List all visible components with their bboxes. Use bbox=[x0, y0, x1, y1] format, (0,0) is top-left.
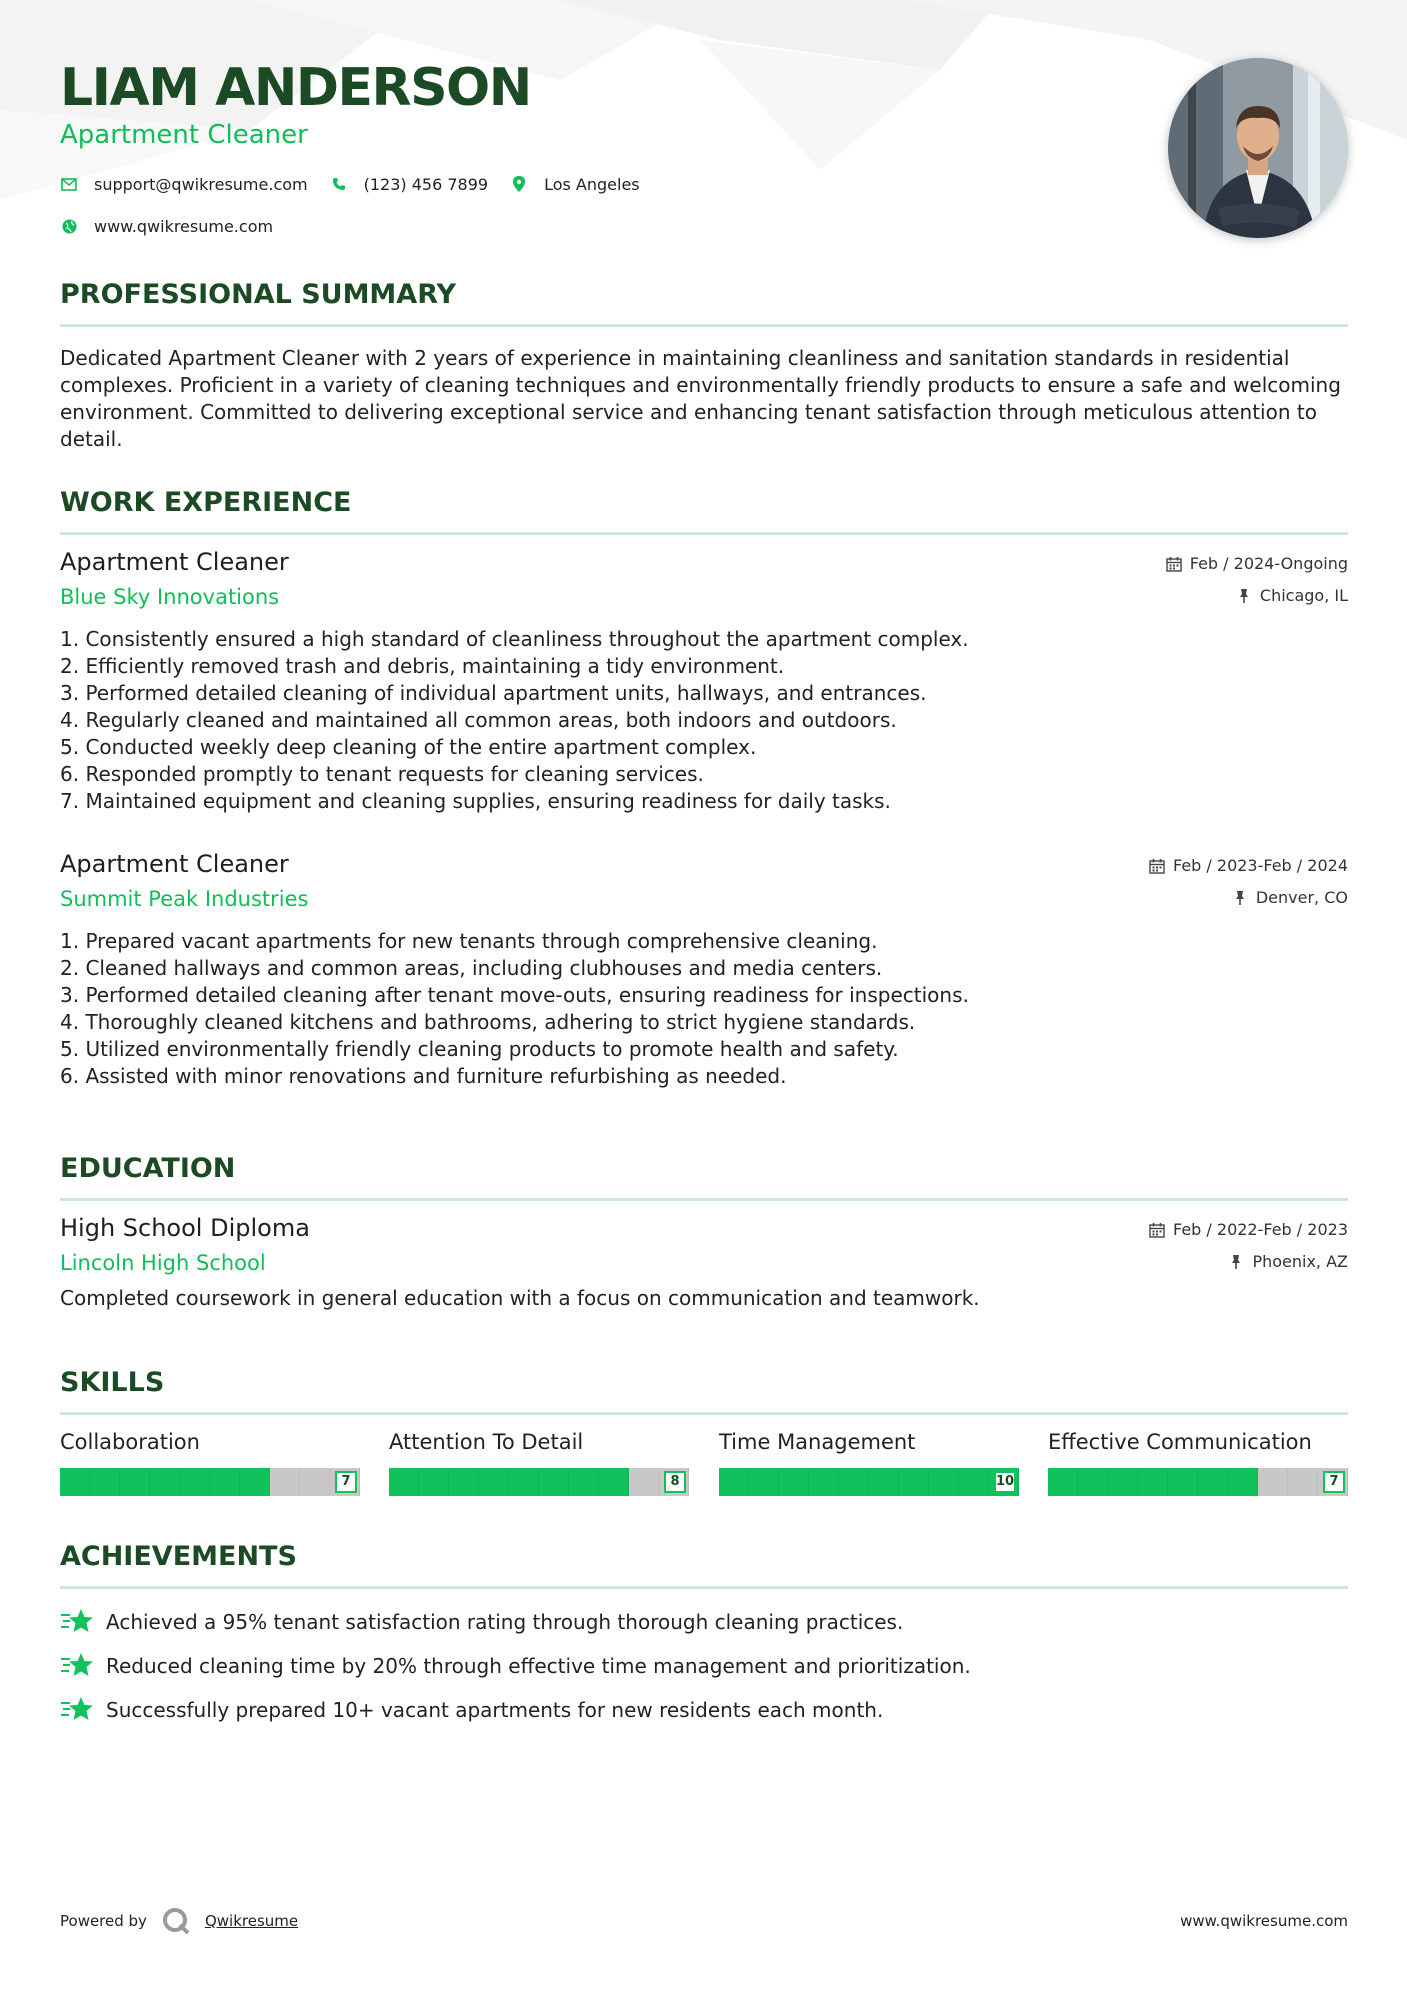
qwikresume-logo-icon bbox=[161, 1906, 191, 1936]
summary-text: Dedicated Apartment Cleaner with 2 years of experience in maintaining cleanliness and sanitation standards in residential complexes. Proficient in a variety of cleaning techniques and environmentally friendly products to ensure a safe and welcoming environment. Committed to delivering exceptional service and enhancing tenant satisfaction through meticulous attention to detail. bbox=[60, 346, 1341, 451]
list-item bbox=[60, 1651, 1348, 1681]
education-heading: EDUCATION bbox=[60, 1153, 236, 1184]
skill-segments bbox=[60, 1468, 360, 1496]
globe-icon bbox=[60, 217, 78, 235]
list-item: 5. Utilized environmentally friendly cleaning products to promote health and safety. bbox=[60, 1037, 899, 1061]
summary-heading: PROFESSIONAL SUMMARY bbox=[60, 279, 457, 310]
phone-icon bbox=[330, 175, 348, 193]
education-date bbox=[1149, 1220, 1348, 1239]
job-title: Apartment Cleaner bbox=[60, 548, 289, 576]
contact-location bbox=[510, 175, 640, 194]
section-divider bbox=[60, 1412, 1348, 1415]
phone-text: (123) 456 7899 bbox=[363, 174, 489, 194]
skill-rating-bar bbox=[719, 1468, 1019, 1496]
skill-segments bbox=[1048, 1468, 1348, 1496]
list-item: 3. Performed detailed cleaning after tenant move-outs, ensuring readiness for inspections. bbox=[60, 983, 969, 1007]
candidate-role: Apartment Cleaner bbox=[60, 120, 308, 150]
contact-website[interactable] bbox=[60, 217, 273, 236]
section-divider bbox=[60, 1198, 1348, 1201]
job-location bbox=[1232, 888, 1348, 907]
calendar-icon bbox=[1149, 1222, 1165, 1238]
job-location bbox=[1236, 586, 1348, 605]
skill-rating-bar bbox=[60, 1468, 360, 1496]
list-item: 7. Maintained equipment and cleaning supplies, ensuring readiness for daily tasks. bbox=[60, 789, 891, 813]
education-date-text: Feb / 2022-Feb / 2023 bbox=[1173, 1220, 1348, 1239]
star-achievement-icon bbox=[60, 1695, 94, 1725]
skill-item bbox=[60, 1430, 360, 1489]
skill-item bbox=[719, 1430, 1019, 1489]
email-text: support@qwikresume.com bbox=[94, 174, 308, 194]
skill-label: Effective Communication bbox=[1048, 1430, 1312, 1454]
pushpin-icon bbox=[1228, 1254, 1244, 1270]
contact-email[interactable] bbox=[60, 175, 308, 194]
list-item: 3. Performed detailed cleaning of individual apartment units, hallways, and entrances. bbox=[60, 681, 927, 705]
job-date bbox=[1166, 554, 1348, 573]
skill-score: 8 bbox=[664, 1471, 686, 1493]
education-description: Completed coursework in general education with a focus on communication and teamwork. bbox=[60, 1286, 980, 1310]
achievements-list bbox=[60, 1607, 1348, 1725]
school-name: Lincoln High School bbox=[60, 1251, 266, 1275]
contact-info bbox=[60, 172, 662, 256]
list-item: 6. Assisted with minor renovations and furniture refurbishing as needed. bbox=[60, 1064, 787, 1088]
job-date bbox=[1149, 856, 1348, 875]
experience-section bbox=[60, 486, 1348, 535]
envelope-icon bbox=[60, 175, 78, 193]
list-item bbox=[60, 1607, 1348, 1637]
skill-score: 7 bbox=[1323, 1471, 1345, 1493]
job-duties bbox=[60, 626, 969, 815]
job-company: Summit Peak Industries bbox=[60, 887, 309, 911]
powered-by-label: Powered by bbox=[60, 1912, 147, 1930]
brand-link[interactable]: Qwikresume bbox=[204, 1912, 299, 1930]
skills-list bbox=[60, 1430, 1348, 1500]
skill-item bbox=[389, 1430, 689, 1489]
job-date-text: Feb / 2023-Feb / 2024 bbox=[1173, 856, 1348, 875]
profile-photo bbox=[1168, 58, 1348, 238]
job-title: Apartment Cleaner bbox=[60, 850, 289, 878]
experience-heading: WORK EXPERIENCE bbox=[60, 487, 352, 518]
achievements-section bbox=[60, 1540, 1348, 1739]
skill-rating-bar bbox=[389, 1468, 689, 1496]
section-divider bbox=[60, 1586, 1348, 1589]
list-item: 2. Efficiently removed trash and debris, maintaining a tidy environment. bbox=[60, 654, 785, 678]
job-date-text: Feb / 2024-Ongoing bbox=[1189, 554, 1348, 573]
map-pin-icon bbox=[510, 175, 528, 193]
skills-heading: SKILLS bbox=[60, 1367, 165, 1398]
list-item: 4. Regularly cleaned and maintained all common areas, both indoors and outdoors. bbox=[60, 708, 897, 732]
location-text: Los Angeles bbox=[544, 174, 640, 194]
skill-label: Collaboration bbox=[60, 1430, 200, 1454]
achievement-text: Achieved a 95% tenant satisfaction rating through thorough cleaning practices. bbox=[106, 1610, 904, 1634]
skill-score: 7 bbox=[335, 1471, 357, 1493]
job-location-text: Chicago, IL bbox=[1259, 586, 1348, 605]
education-section bbox=[60, 1152, 1348, 1201]
section-divider bbox=[60, 532, 1348, 535]
job-location-text: Denver, CO bbox=[1255, 888, 1348, 907]
job-duties bbox=[60, 928, 969, 1090]
list-item: 2. Cleaned hallways and common areas, including clubhouses and media centers. bbox=[60, 956, 883, 980]
education-location bbox=[1228, 1252, 1348, 1271]
job-company: Blue Sky Innovations bbox=[60, 585, 280, 609]
star-achievement-icon bbox=[60, 1651, 94, 1681]
achievement-text: Reduced cleaning time by 20% through effective time management and prioritization. bbox=[106, 1654, 971, 1678]
skill-segments bbox=[719, 1468, 1019, 1496]
page-footer bbox=[60, 1896, 1348, 1936]
skill-rating-bar bbox=[1048, 1468, 1348, 1496]
powered-by bbox=[60, 1906, 298, 1936]
achievements-heading: ACHIEVEMENTS bbox=[60, 1541, 297, 1572]
list-item: 1. Prepared vacant apartments for new tenants through comprehensive cleaning. bbox=[60, 929, 878, 953]
education-location-text: Phoenix, AZ bbox=[1252, 1252, 1348, 1271]
skill-item bbox=[1048, 1430, 1348, 1489]
star-achievement-icon bbox=[60, 1607, 94, 1637]
skill-label: Attention To Detail bbox=[389, 1430, 584, 1454]
skill-score: 10 bbox=[994, 1471, 1016, 1493]
calendar-icon bbox=[1149, 858, 1165, 874]
skill-label: Time Management bbox=[719, 1430, 916, 1454]
candidate-name: LIAM ANDERSON bbox=[60, 58, 531, 118]
list-item bbox=[60, 1695, 1348, 1725]
achievement-text: Successfully prepared 10+ vacant apartments for new residents each month. bbox=[106, 1698, 884, 1722]
footer-url[interactable]: www.qwikresume.com bbox=[1180, 1912, 1348, 1930]
calendar-icon bbox=[1166, 556, 1182, 572]
list-item: 4. Thoroughly cleaned kitchens and bathrooms, adhering to strict hygiene standards. bbox=[60, 1010, 916, 1034]
summary-section bbox=[60, 278, 1348, 453]
pushpin-icon bbox=[1232, 890, 1248, 906]
list-item: 6. Responded promptly to tenant requests for cleaning services. bbox=[60, 762, 704, 786]
skills-section bbox=[60, 1366, 1348, 1415]
contact-phone[interactable] bbox=[330, 175, 488, 194]
list-item: 1. Consistently ensured a high standard of cleanliness throughout the apartment complex. bbox=[60, 627, 969, 651]
degree-title: High School Diploma bbox=[60, 1214, 310, 1242]
section-divider bbox=[60, 324, 1348, 327]
pushpin-icon bbox=[1236, 588, 1252, 604]
skill-segments bbox=[389, 1468, 689, 1496]
list-item: 5. Conducted weekly deep cleaning of the entire apartment complex. bbox=[60, 735, 757, 759]
website-text: www.qwikresume.com bbox=[94, 216, 274, 236]
